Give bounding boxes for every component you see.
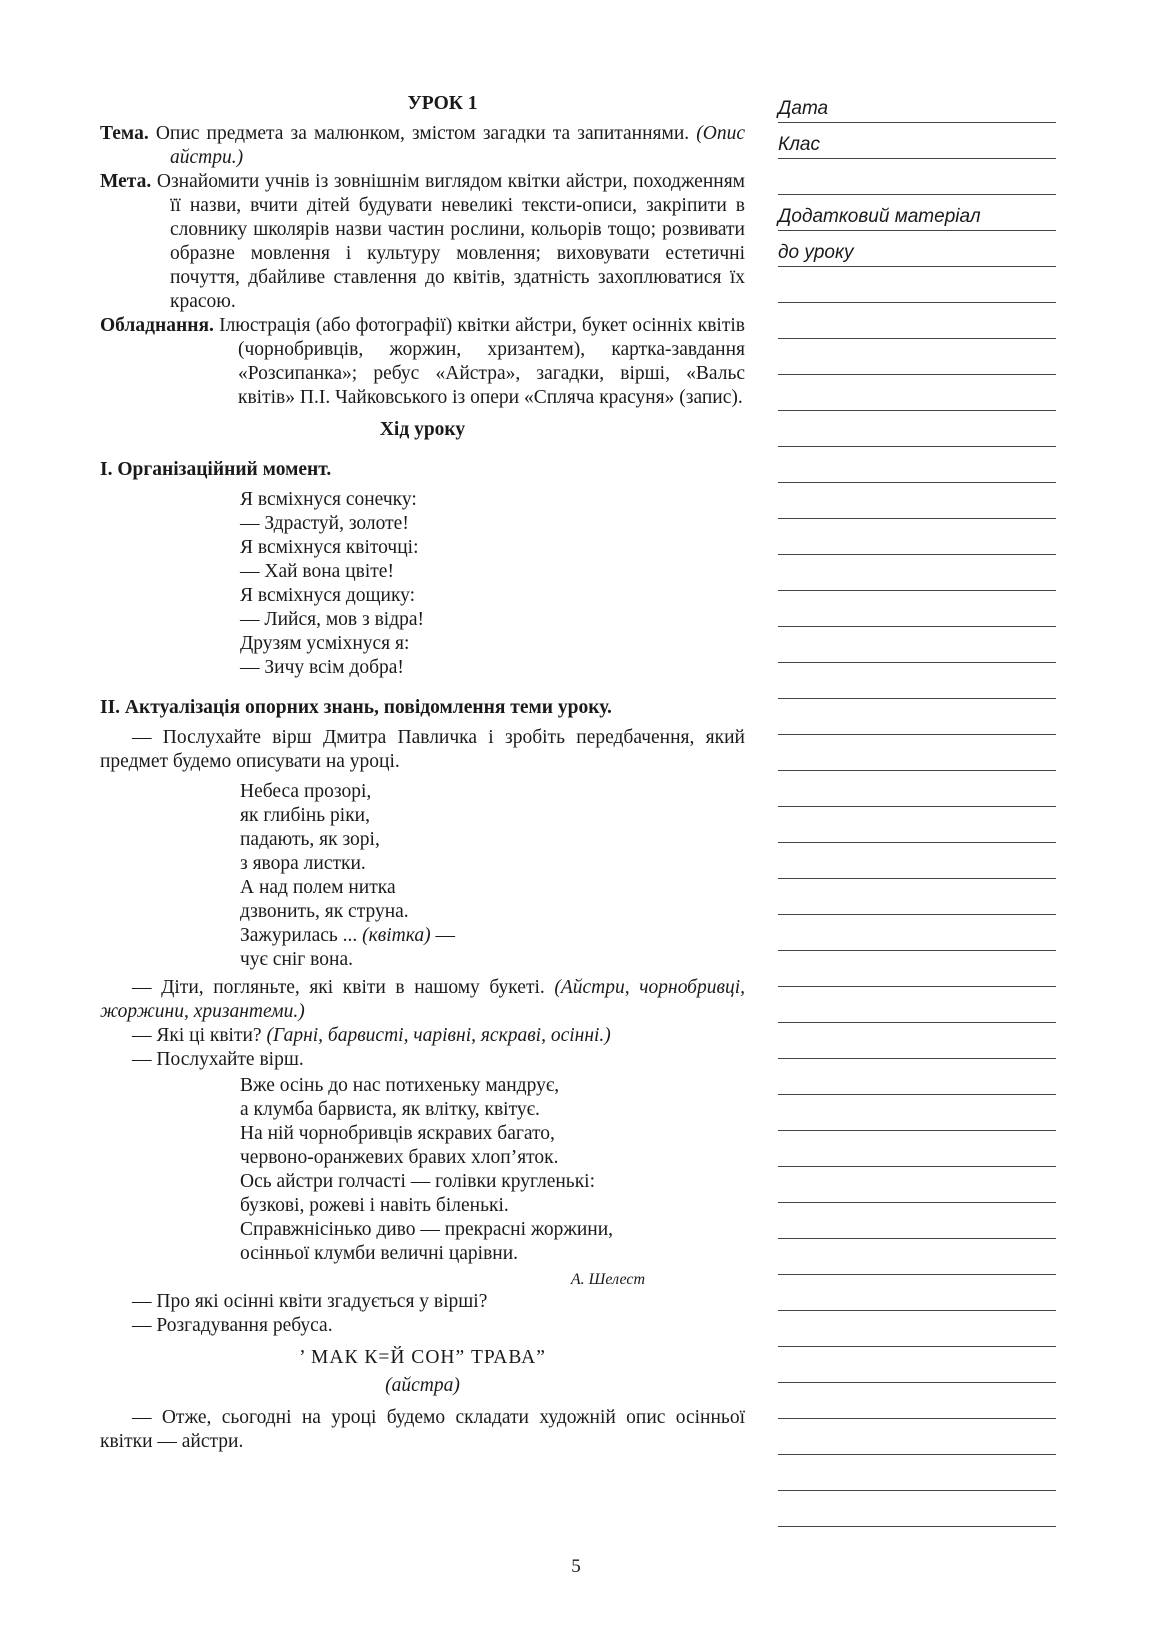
- poem2-line7-italic: (квітка): [362, 925, 431, 946]
- blank-line[interactable]: [778, 339, 1056, 375]
- poem1-line: Я всміхнуся сонечку:: [240, 489, 417, 510]
- blank-line[interactable]: [778, 879, 1056, 915]
- hid-uroku-heading: Хід уроку: [379, 419, 466, 440]
- poem3-line: осінньої клумби величні царівни.: [240, 1243, 519, 1264]
- listen2-paragraph: — Послухайте вірш.: [132, 1049, 304, 1070]
- meta-text: Ознайомити учнів із зовнішнім виглядом квітки айстри, походженням її назви, вчити дітей будувати невеликі тексти-описи, закріпити в словнику школярів назви частин рослини, кольорів тощо; розвивати образне мовлення і культуру мовлення; виховувати естетичні почуття, дбайливе ставлення до квітів, здатність захоплюватися їх красою.: [156, 171, 746, 312]
- blank-line[interactable]: [778, 1095, 1056, 1131]
- blank-line[interactable]: [778, 663, 1056, 699]
- blank-line[interactable]: [778, 159, 1056, 195]
- blank-lines: [778, 267, 1056, 1527]
- class-label: Клас: [778, 134, 820, 155]
- tema-italic: (Опис айстри.): [170, 123, 746, 168]
- blank-line[interactable]: [778, 1383, 1056, 1419]
- blank-line[interactable]: [778, 807, 1056, 843]
- obladnannia-paragraph: [100, 314, 745, 410]
- poem3-author: А. Шелест: [570, 1271, 645, 1288]
- blank-line[interactable]: [778, 267, 1056, 303]
- blank-line[interactable]: [778, 411, 1056, 447]
- blank-line[interactable]: [778, 1167, 1056, 1203]
- blank-line[interactable]: [778, 519, 1056, 555]
- poem3-line: На ній чорнобривців яскравих багато,: [240, 1123, 555, 1144]
- poem2-line: Небеса прозорі,: [240, 781, 372, 802]
- poem1-line: — Хай вона цвіте!: [240, 561, 394, 582]
- poem2: [240, 780, 745, 972]
- poem1-line: Я всміхнуся квіточці:: [240, 537, 419, 558]
- poem2-line: чує сніг вона.: [240, 949, 353, 970]
- lesson-title: УРОК 1: [407, 93, 478, 114]
- blank-line[interactable]: [778, 1311, 1056, 1347]
- poem1-line: — Зичу всім добра!: [240, 657, 404, 678]
- poem1: [240, 488, 745, 680]
- blank-line[interactable]: [778, 627, 1056, 663]
- poem1-line: — Здрастуй, золоте!: [240, 513, 409, 534]
- which-paragraph: [100, 1024, 745, 1048]
- section2-heading: ІІ. Актуалізація опорних знань, повідомлення теми уроку.: [100, 697, 612, 718]
- poem2-line: дзвонить, як струна.: [240, 901, 409, 922]
- meta-paragraph: [100, 170, 745, 314]
- blank-line[interactable]: [778, 1455, 1056, 1491]
- page-number: 5: [571, 1556, 581, 1577]
- blank-line[interactable]: [778, 915, 1056, 951]
- blank-line[interactable]: [778, 771, 1056, 807]
- notes-sidebar: [778, 87, 1056, 1527]
- blank-line[interactable]: [778, 447, 1056, 483]
- question-flowers: — Про які осінні квіти згадується у вірші?: [132, 1291, 488, 1312]
- tema-label: Тема.: [100, 123, 149, 144]
- poem3-line: бузкові, рожеві і навіть біленькі.: [240, 1195, 509, 1216]
- look-paragraph: [100, 976, 745, 1024]
- poem3-line: Справжнісінько диво — прекрасні жоржини,: [240, 1219, 614, 1240]
- blank-line[interactable]: [778, 1131, 1056, 1167]
- listen-paragraph: — Послухайте вірш Дмитра Павличка і зробіть передбачення, який предмет будемо описувати на уроці.: [100, 727, 745, 772]
- blank-line[interactable]: [778, 1023, 1056, 1059]
- blank-line[interactable]: [778, 951, 1056, 987]
- final-paragraph: — Отже, сьогодні на уроці будемо складати художній опис осінньої квітки — айстри.: [100, 1407, 745, 1452]
- blank-line[interactable]: [778, 1347, 1056, 1383]
- poem2-line: А над полем нитка: [240, 877, 396, 898]
- poem3: [240, 1074, 745, 1266]
- blank-line[interactable]: [778, 1419, 1056, 1455]
- blank-line[interactable]: [778, 987, 1056, 1023]
- blank-line[interactable]: [778, 375, 1056, 411]
- poem3-line: червоно-оранжевих бравих хлоп’яток.: [240, 1147, 559, 1168]
- obladnannia-text: Ілюстрація (або фотографії) квітки айстри, букет осінніх квітів (чорнобривців, жоржин, хризантем), картка-завдання «Розсипанка»; ребус «Айстра», загадки, вірші, «Вальс квітів» П.І. Чайковського із опери «Спляча красуня» (запис).: [219, 315, 745, 408]
- poem2-line: з явора листки.: [240, 853, 366, 874]
- date-line[interactable]: [778, 87, 1056, 123]
- date-label: Дата: [778, 98, 829, 119]
- tema-paragraph: [100, 122, 745, 170]
- blank-line[interactable]: [778, 1059, 1056, 1095]
- extra-material-line[interactable]: [778, 195, 1056, 231]
- extra-label-1: Додатковий матеріал: [778, 206, 981, 227]
- which-text: — Які ці квіти?: [132, 1025, 267, 1046]
- poem1-line: — Лийся, мов з відра!: [240, 609, 425, 630]
- blank-line[interactable]: [778, 1203, 1056, 1239]
- blank-line[interactable]: [778, 843, 1056, 879]
- poem2-line: падають, як зорі,: [240, 829, 380, 850]
- poem1-line: Друзям усміхнуся я:: [240, 633, 410, 654]
- main-content: [100, 92, 745, 1454]
- poem2-line: як глибінь ріки,: [240, 805, 370, 826]
- blank-line[interactable]: [778, 483, 1056, 519]
- blank-line[interactable]: [778, 735, 1056, 771]
- meta-label: Мета.: [100, 171, 152, 192]
- blank-line[interactable]: [778, 591, 1056, 627]
- blank-line[interactable]: [778, 1491, 1056, 1527]
- look-text: — Діти, погляньте, які квіти в нашому букеті.: [132, 977, 555, 998]
- rebus-text: ’ МАК К=Й СОН” ТРАВА”: [299, 1347, 546, 1368]
- rebus-answer: (айстра): [385, 1375, 460, 1396]
- blank-line[interactable]: [778, 699, 1056, 735]
- blank-line[interactable]: [778, 303, 1056, 339]
- blank-line[interactable]: [778, 555, 1056, 591]
- look-italic: (Айстри, чорнобривці, жоржини, хризантеми.): [100, 977, 745, 1022]
- poem2-line7-text: Зажурилась ...: [240, 925, 363, 946]
- blank-line[interactable]: [778, 1239, 1056, 1275]
- section1-heading: І. Організаційний момент.: [100, 459, 332, 480]
- extra-label-2: до уроку: [778, 242, 854, 263]
- blank-line[interactable]: [778, 1275, 1056, 1311]
- extra-material-line-2[interactable]: [778, 231, 1056, 267]
- class-line[interactable]: [778, 123, 1056, 159]
- poem2-line-7: [240, 924, 745, 948]
- question-rebus: — Розгадування ребуса.: [132, 1315, 333, 1336]
- tema-text: Опис предмета за малюнком, змістом загадки та запитаннями.: [155, 123, 690, 144]
- poem3-line: Вже осінь до нас потихеньку мандрує,: [240, 1075, 560, 1096]
- obladnannia-label: Обладнання.: [100, 315, 214, 336]
- poem3-line: а клумба барвиста, як влітку, квітує.: [240, 1099, 540, 1120]
- poem3-line: Ось айстри голчасті — голівки кругленькі:: [240, 1171, 596, 1192]
- poem1-line: Я всміхнуся дощику:: [240, 585, 416, 606]
- poem2-line7-tail: —: [430, 925, 455, 946]
- which-italic: (Гарні, барвисті, чарівні, яскраві, осінні.): [266, 1025, 611, 1046]
